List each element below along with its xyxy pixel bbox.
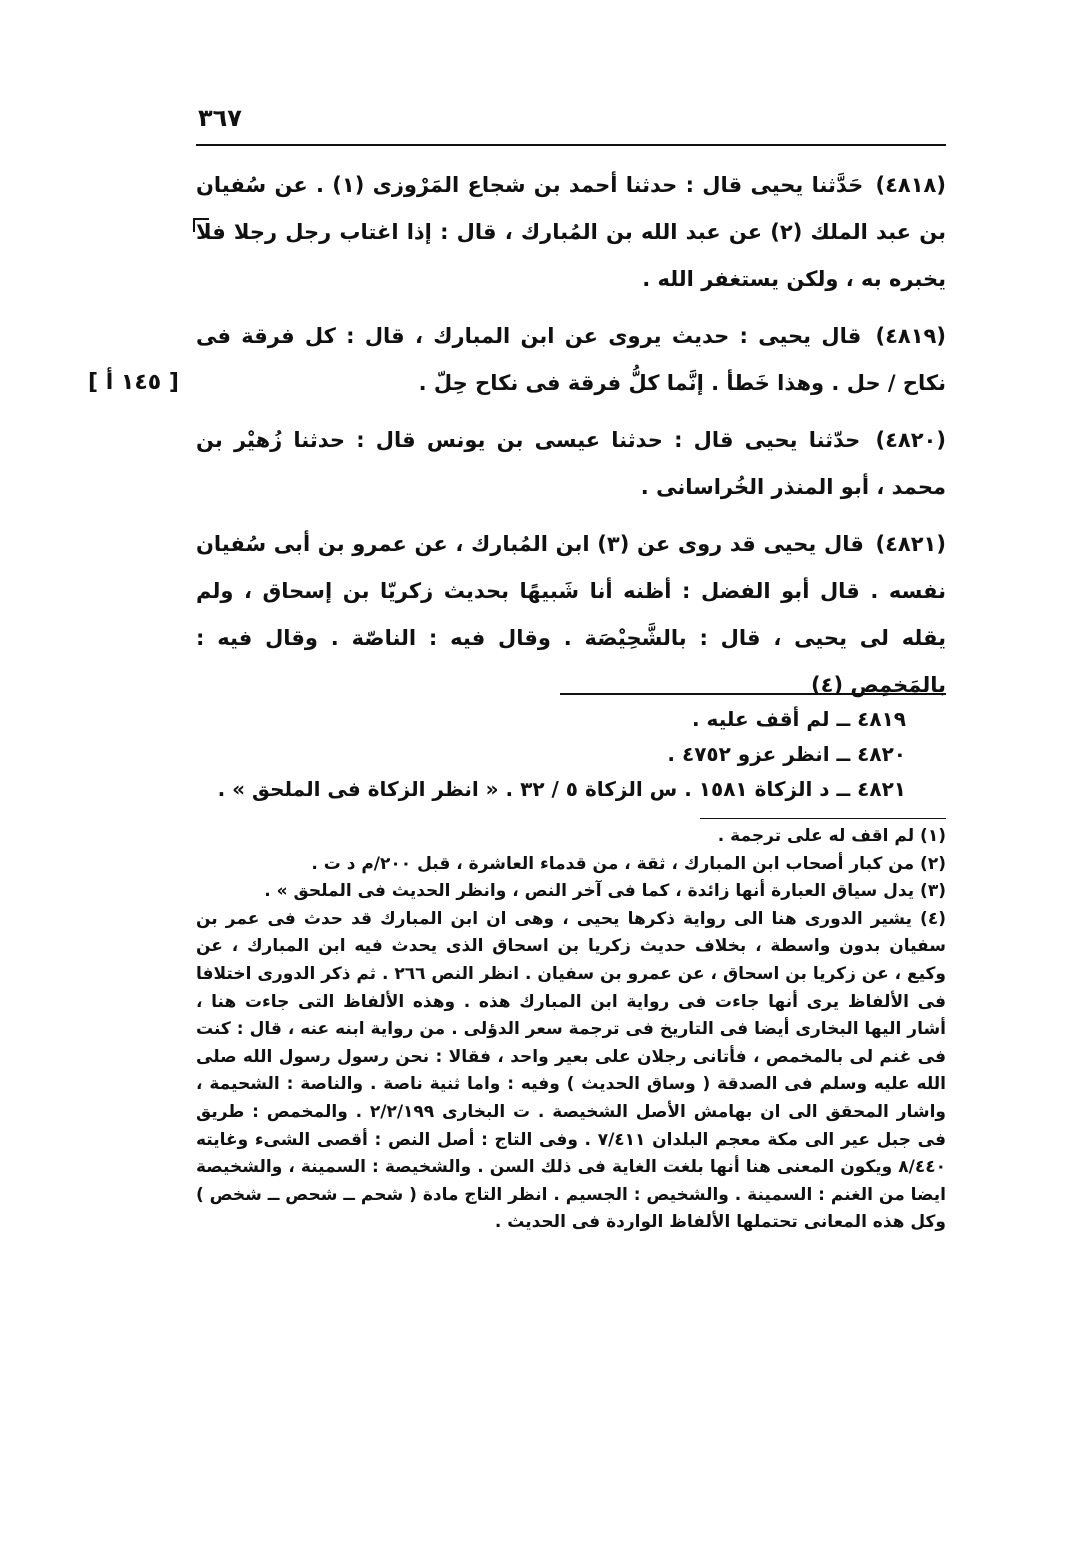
hadith-number: (٤٨٢١) (875, 532, 946, 556)
hadith-paragraph-4820 (196, 417, 946, 511)
hadith-paragraph-4819 (196, 313, 946, 407)
footnotes-rule (700, 818, 946, 819)
hadith-text: قال يحيى قد روى عن (٣) ابن المُبارك ، عن عمرو بن أبى سُفيان نفسه . قال أبو الفضل : أظنه أنا شَبيهًا بحديث زكريّا بن إسحاق ، ولم يقله لى يحيى ، قال : بالشَّحِيْصَة . وقال فيه : الناصّة . وقال فيه : بالمَخمِص (٤) (196, 532, 946, 697)
hadith-number: (٤٨١٨) (875, 173, 946, 197)
hadith-text: قال يحيى : حديث يروى عن ابن المبارك ، قال : كل فرقة فى نكاح / حل . وهذا خَطأ . إنَّما كلُّ فرقة فى نكاح حِلّ . (196, 324, 946, 395)
footnote: (٤) يشير الدورى هنا الى رواية ذكرها يحيى ، وهى ان ابن المبارك قد حدث فى عمر بن سفيان بدون واسطة ، بخلاف حديث زكريا بن اسحاق الذى يحدث فيه ابن المبارك ، عن وكيع ، عن زكريا بن اسحاق ، عن عمرو بن سفيان . انظر النص ٢٦٦ . ثم ذكر الدورى اختلافا فى الألفاظ يرى أنها جاءت فى رواية ابن المبارك هذه . وهذه الألفاظ التى جاءت هنا ، أشار اليها البخارى أيضا فى التاريخ فى ترجمة سعر الدؤلى . من رواية ابنه عنه ، قال : كنت فى غنم لى بالمخمص ، فأتانى رجلان على بعير واحد ، فقالا : نحن رسول رسول الله صلى الله عليه وسلم فى الصدقة ( وساق الحديث ) وفيه : واما ثنية ناصة . والناصة : الشحيمة ، واشار المحقق الى ان بهامش الأصل الشخيصة . ت البخارى ٢/٢/١٩٩ . والمخمص : طريق فى جبل عير الى مكة معجم البلدان ٧/٤١١ . وفى التاج : أصل النص : أقصى الشىء وغايته ٨/٤٤٠ ويكون المعنى هنا أنها بلغت الغاية فى ذلك السن . والشخيصة : السمينة ، والشخيصة ايضا من الغنم : السمينة . والشخيص : الجسيم . انظر التاج مادة ( شحم ــ شحص ــ شخص ) وكل هذه المعانى تحتملها الألفاظ الواردة فى الحديث . (195, 908, 946, 1233)
hadith-number: (٤٨٢٠) (875, 428, 946, 452)
takhrij-rule (560, 693, 946, 695)
hadith-text: حَدَّثنا يحيى قال : حدثنا أحمد بن شجاع المَرْوزى (١) . عن سُفيان بن عبد الملك (٢) عن عبد الله بن المُبارك ، قال : إذا اغتاب رجل رجلا فلا يخبره به ، ولكن يستغفر الله . (196, 173, 946, 291)
header-rule (196, 144, 946, 146)
hadith-paragraph-4818 (196, 162, 946, 303)
hadith-number: (٤٨١٩) (875, 324, 946, 348)
hadith-text: حدّثنا يحيى قال : حدثنا عيسى بن يونس قال : حدثنا زُهيْر بن محمد ، أبو المنذر الخُراسانى . (196, 428, 946, 499)
margin-folio-note: [ ١٤٥ أ ] (88, 370, 179, 395)
takhrij-line: ٤٨٢٠ ــ انظر عزو ٤٧٥٢ . (667, 742, 906, 766)
takhrij-section (196, 702, 906, 807)
hadith-paragraph-4821 (196, 521, 946, 709)
page-number: ٣٦٧ (198, 104, 242, 132)
main-text (196, 162, 946, 719)
footnote: (٢) من كبار أصحاب ابن المبارك ، ثقة ، من قدماء العاشرة ، قبل ٢٠٠/م د ت . (311, 853, 946, 874)
takhrij-line: ٤٨١٩ ــ لم أقف عليه . (692, 707, 906, 731)
footnote: (١) لم اقف له على ترجمة . (717, 826, 946, 846)
footnotes-section (196, 823, 946, 1237)
footnote: (٣) يدل سياق العبارة أنها زائدة ، كما فى آخر النص ، وانظر الحديث فى الملحق » . (264, 881, 946, 902)
takhrij-line: ٤٨٢١ ــ د الزكاة ١٥٨١ . س الزكاة ٥ / ٣٢ . « انظر الزكاة فى الملحق » . (217, 777, 906, 801)
